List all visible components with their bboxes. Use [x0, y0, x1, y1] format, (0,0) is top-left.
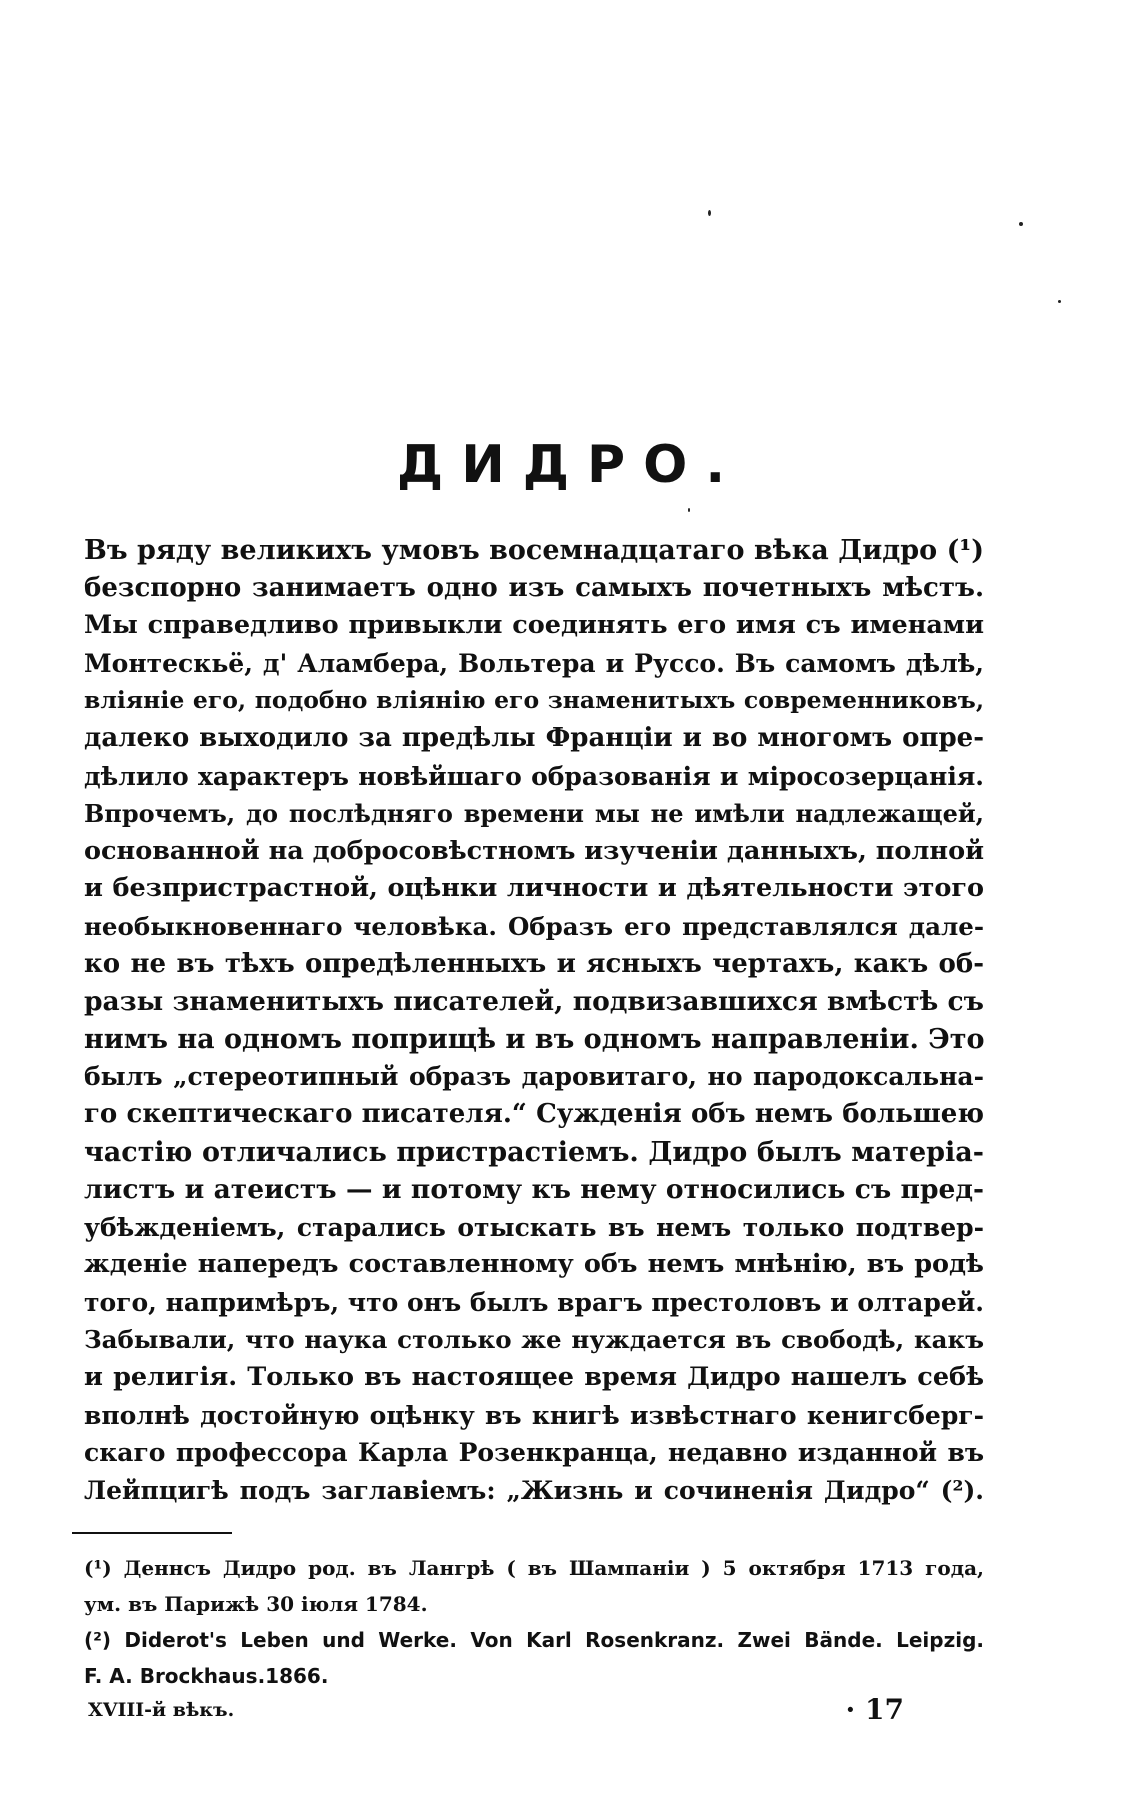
body-line: Мы справедливо привыкли соединять его имя съ именами [84, 610, 984, 641]
body-line: вліяніе его, подобно вліянію его знаменитыхъ современниковъ, [84, 686, 984, 715]
scan-speck [1058, 300, 1061, 303]
body-line: Лейпцигѣ подъ заглавіемъ: „Жизнь и сочиненія Дидро“ (²). [84, 1475, 984, 1505]
footnotes [84, 1550, 984, 1694]
body-line: необыкновеннаго человѣка. Образъ его представлялся дале- [84, 911, 984, 941]
body-line: того, напримѣръ, что онъ былъ врагъ престоловъ и олтарей. [84, 1287, 984, 1317]
body-line: частію отличались пристрастіемъ. Дидро былъ матеріа- [84, 1136, 984, 1168]
body-line: Монтескьё, д' Аламбера, Вольтера и Руссо. Въ самомъ дѣлѣ, [84, 648, 984, 678]
footnote-line: ум. въ Парижѣ 30 іюля 1784. [84, 1592, 428, 1616]
scan-speck [708, 210, 711, 216]
body-line: вполнѣ достойную оцѣнку въ книгѣ извѣстнаго кенигсберг- [84, 1400, 984, 1430]
body-line: Забывали, что наука столько же нуждается въ свободѣ, какъ [84, 1325, 984, 1355]
body-line: и религія. Только въ настоящее время Дидро нашелъ себѣ [84, 1362, 984, 1393]
body-line: скаго профессора Карла Розенкранца, недавно изданной въ [84, 1438, 984, 1468]
body-line: го скептическаго писателя.“ Сужденія объ немъ большею [84, 1098, 984, 1129]
body-line: листъ и атеистъ — и потому къ нему относились съ пред- [84, 1174, 984, 1206]
body-line: разы знаменитыхъ писателей, подвизавшихся вмѣстѣ съ [84, 986, 984, 1018]
signature-mark: XVIII-й вѣкъ. [88, 1699, 235, 1721]
footnote-line: (¹) Деннсъ Дидро род. въ Лангрѣ ( въ Шампаніи ) 5 октября 1713 года, [84, 1556, 984, 1580]
page-footer [84, 1690, 904, 1730]
page-title: ДИДРО. [396, 435, 744, 495]
body-line: безспорно занимаетъ одно изъ самыхъ почетныхъ мѣстъ. [84, 572, 984, 603]
body-line: и безпристрастной, оцѣнки личности и дѣятельности этого [84, 873, 984, 904]
footnote-divider [72, 1532, 232, 1534]
body-line: убѣжденіемъ, старались отыскать въ немъ только подтвер- [84, 1212, 984, 1242]
body-line: далеко выходило за предѣлы Франціи и во многомъ опре- [84, 722, 984, 753]
scan-speck [688, 508, 690, 512]
footnote-line: (²) Diderot's Leben und Werke. Von Karl Rosenkranz. Zwei Bände. Leipzig. [84, 1628, 984, 1652]
body-line: жденіе напередъ составленному объ немъ мнѣнію, въ родѣ [84, 1249, 984, 1280]
body-line: ко не въ тѣхъ опредѣленныхъ и ясныхъ чертахъ, какъ об- [84, 948, 984, 979]
body-paragraph [84, 532, 984, 1509]
page-number: · 17 [845, 1693, 904, 1726]
body-line: былъ „стереотипный образъ даровитаго, но пародоксальна- [84, 1062, 984, 1092]
scan-speck [1019, 222, 1023, 226]
footnote-line: F. A. Brockhaus.1866. [84, 1664, 329, 1688]
body-line: Впрочемъ, до послѣдняго времени мы не имѣли надлежащей, [84, 799, 984, 829]
body-line: Въ ряду великихъ умовъ восемнадцатаго вѣка Дидро (¹) [84, 535, 984, 566]
body-line: нимъ на одномъ поприщѣ и въ одномъ направленіи. Это [84, 1023, 985, 1055]
body-line: дѣлило характеръ новѣйшаго образованія и міросозерцанія. [84, 761, 984, 791]
body-line: основанной на добросовѣстномъ изученіи данныхъ, полной [84, 835, 984, 866]
